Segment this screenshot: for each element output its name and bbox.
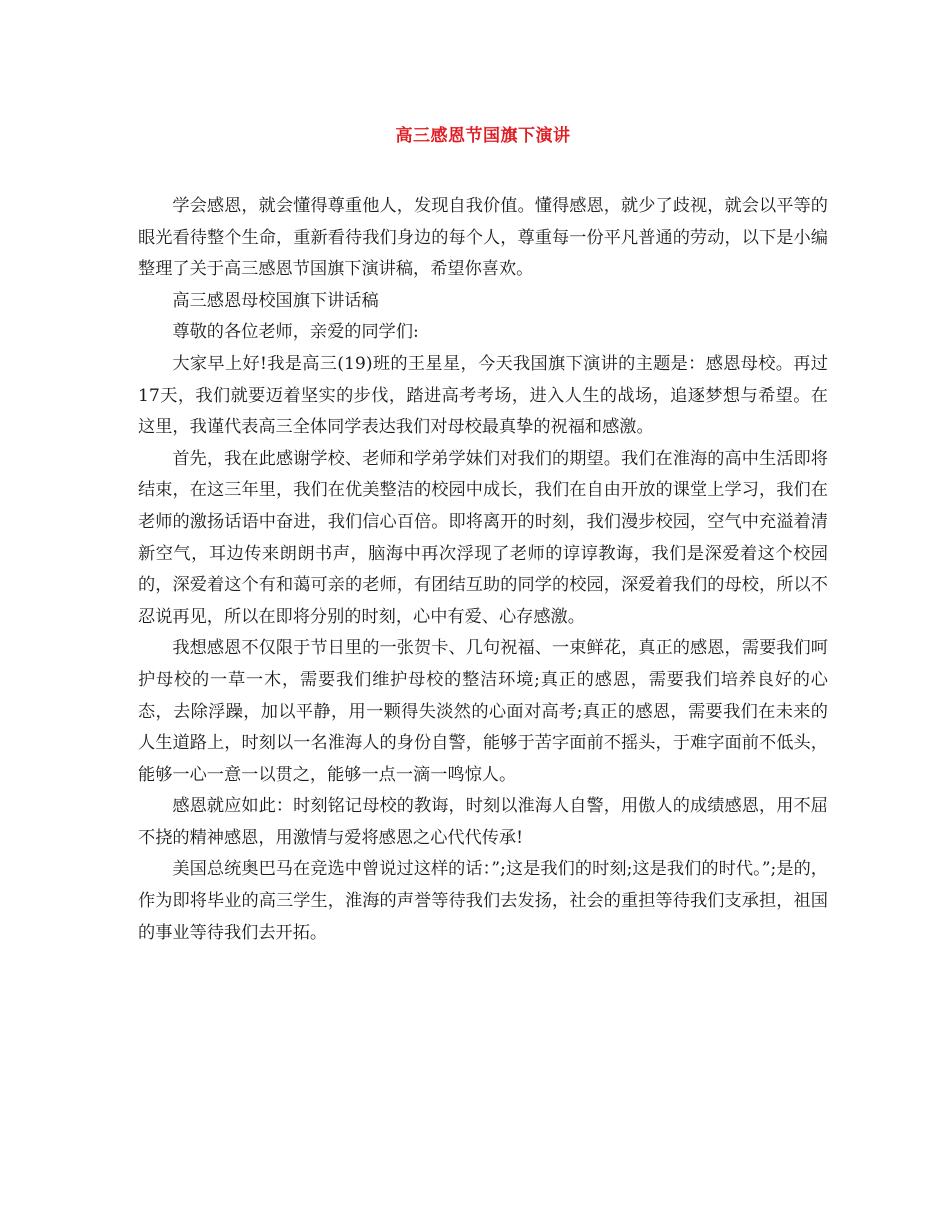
paragraph-obama-quote: 美国总统奥巴马在竞选中曾说过这样的话：”;这是我们的时刻;这是我们的时代。”;是的，作为即将毕业的高三学生，淮海的声誉等待我们去发扬，社会的重担等待我们支承担，祖国的事业等待我们去开拓。 xyxy=(138,859,828,943)
paragraph-salutation: 尊敬的各位老师，亲爱的同学们: xyxy=(172,322,419,343)
paragraph-subtitle: 高三感恩母校国旗下讲话稿 xyxy=(172,290,379,311)
document-title: 高三感恩节国旗下演讲 xyxy=(395,126,571,146)
paragraph-gratitude-should-be: 感恩就应如此：时刻铭记母校的教诲，时刻以淮海人自警，用傲人的成绩感恩，用不屈不挠的精神感恩，用激情与爱将感恩之心代代传承! xyxy=(138,796,828,848)
paragraph-greeting: 大家早上好!我是高三(19)班的王星星，今天我国旗下演讲的主题是：感恩母校。再过17天，我们就要迈着坚实的步伐，踏进高考考场，进入人生的战场，追逐梦想与希望。在这里，我谨代表高三全体同学表达我们对母校最真挚的祝福和感激。 xyxy=(138,353,828,438)
paragraph-true-gratitude: 我想感恩不仅限于节日里的一张贺卡、几句祝福、一束鲜花，真正的感恩，需要我们呵护母校的一草一木，需要我们维护母校的整洁环境;真正的感恩，需要我们培养良好的心态，去除浮躁，加以平静，用一颗得失淡然的心面对高考;真正的感恩，需要我们在未来的人生道路上，时刻以一名淮海人的身份自警，能够于苦字面前不摇头，于难字面前不低头，能够一心一意一以贯之，能够一点一滴一鸣惊人。 xyxy=(138,638,828,785)
paragraph-intro: 学会感恩，就会懂得尊重他人，发现自我价值。懂得感恩，就少了歧视，就会以平等的眼光看待整个生命，重新看待我们身边的每个人，尊重每一份平凡普通的劳动，以下是小编整理了关于高三感恩节国旗下演讲稿，希望你喜欢。 xyxy=(138,196,828,280)
paragraph-thanks: 首先，我在此感谢学校、老师和学弟学妹们对我们的期望。我们在淮海的高中生活即将结束，在这三年里，我们在优美整洁的校园中成长，我们在自由开放的课堂上学习，我们在老师的激扬话语中奋进，我们信心百倍。即将离开的时刻，我们漫步校园，空气中充溢着清新空气，耳边传来朗朗书声，脑海中再次浮现了老师的谆谆教诲，我们是深爱着这个校园的，深爱着这个有和蔼可亲的老师，有团结互助的同学的校园，深爱着我们的母校，所以不忍说再见，所以在即将分别的时刻，心中有爱、心存感激。 xyxy=(138,448,828,627)
document-body xyxy=(138,191,828,949)
